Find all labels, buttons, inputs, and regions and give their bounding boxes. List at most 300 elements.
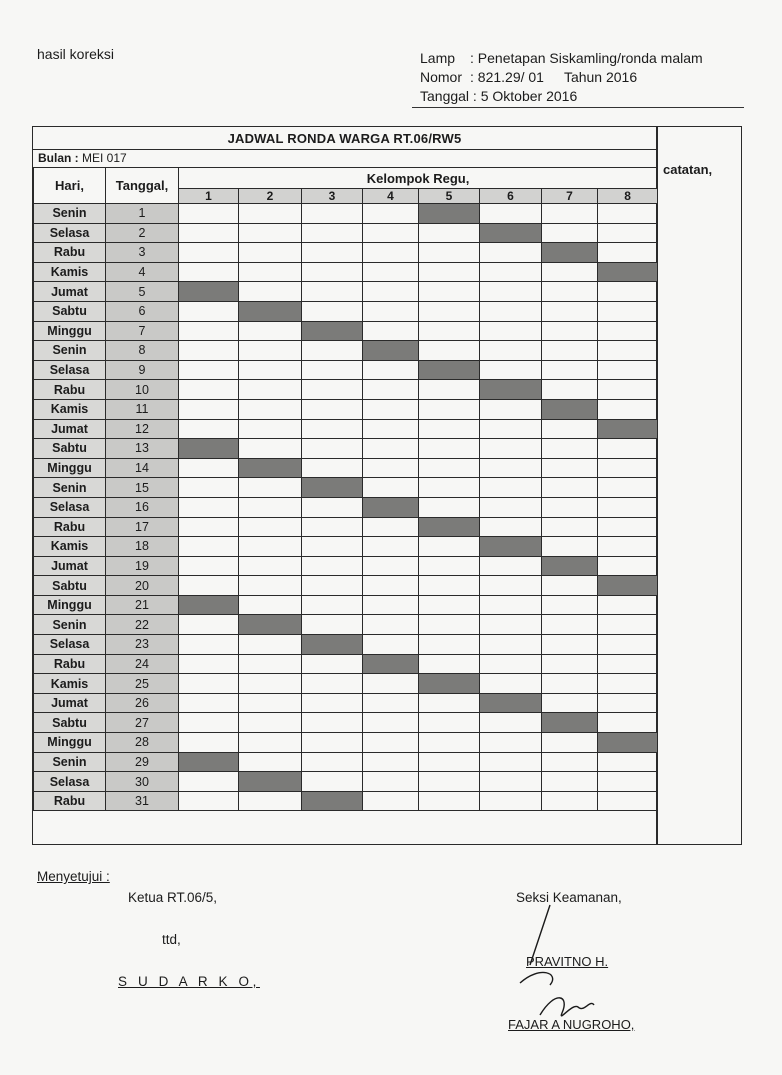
table-row [34,517,658,537]
group-cell [363,537,419,557]
group-cell [302,439,363,459]
tanggal-cell: 22 [106,615,179,635]
group-cell [542,752,598,772]
group-cell [302,517,363,537]
group-cell [363,517,419,537]
group-cell [302,360,363,380]
tanggal-cell: 26 [106,693,179,713]
group-cell [363,556,419,576]
group-cell [179,497,239,517]
group-cell [542,635,598,655]
group-cell [239,537,302,557]
group-cell [598,282,658,302]
group-cell [480,360,542,380]
group-cell [542,576,598,596]
group-cell [542,733,598,753]
group-cell [598,713,658,733]
assigned-group-cell [419,674,480,694]
group-cell [480,674,542,694]
group-cell [542,204,598,224]
col-tanggal: Tanggal, [106,168,179,204]
group-number: 6 [480,189,542,204]
tanggal-cell: 31 [106,791,179,811]
group-cell [302,497,363,517]
tanggal-cell: 2 [106,223,179,243]
group-cell [302,223,363,243]
group-cell [419,556,480,576]
group-cell [598,223,658,243]
group-cell [239,262,302,282]
assigned-group-cell [542,556,598,576]
group-cell [179,262,239,282]
group-cell [480,399,542,419]
group-cell [239,223,302,243]
tanggal-value: 5 Oktober 2016 [480,88,578,104]
table-row [34,674,658,694]
group-cell [179,321,239,341]
group-cell [363,204,419,224]
group-cell [239,635,302,655]
hari-cell: Jumat [34,282,106,302]
group-cell [480,615,542,635]
table-row [34,301,658,321]
group-cell [239,791,302,811]
group-cell [239,713,302,733]
group-cell [302,772,363,792]
group-cell [179,419,239,439]
group-cell [302,243,363,263]
group-cell [598,478,658,498]
assigned-group-cell [480,380,542,400]
group-cell [480,556,542,576]
hari-cell: Minggu [34,733,106,753]
nomor-value: : 821.29/ 01 [470,69,544,85]
group-cell [179,576,239,596]
group-cell [419,595,480,615]
group-cell [363,576,419,596]
tanggal-cell: 24 [106,654,179,674]
group-cell [179,380,239,400]
table-row [34,791,658,811]
hari-cell: Senin [34,204,106,224]
group-cell [598,243,658,263]
tanggal-cell: 15 [106,478,179,498]
group-cell [598,497,658,517]
table-row [34,262,658,282]
group-cell [598,439,658,459]
group-cell [598,635,658,655]
hari-cell: Rabu [34,654,106,674]
group-cell [419,223,480,243]
schedule-table [33,167,658,811]
group-cell [419,791,480,811]
group-cell [542,419,598,439]
tanggal-cell: 7 [106,321,179,341]
hari-cell: Minggu [34,321,106,341]
group-cell [480,478,542,498]
lamp-value: : Penetapan Siskamling/ronda malam [470,50,703,66]
tanggal-cell: 5 [106,282,179,302]
hari-cell: Sabtu [34,439,106,459]
hari-cell: Minggu [34,458,106,478]
group-cell [542,615,598,635]
group-cell [419,478,480,498]
tanggal-cell: 8 [106,341,179,361]
hari-cell: Kamis [34,399,106,419]
group-cell [179,654,239,674]
group-cell [363,282,419,302]
assigned-group-cell [542,713,598,733]
group-cell [542,321,598,341]
assigned-group-cell [363,497,419,517]
assigned-group-cell [302,478,363,498]
group-cell [179,204,239,224]
hari-cell: Rabu [34,517,106,537]
table-row [34,282,658,302]
ketua-rt: Ketua RT.06/5, [128,890,218,905]
group-cell [179,223,239,243]
meta-underline [412,107,744,108]
group-cell [419,419,480,439]
group-cell [239,674,302,694]
schedule-body [34,204,658,811]
group-cell [363,478,419,498]
fajar-name: FAJAR A NUGROHO, [508,1017,635,1032]
hari-cell: Sabtu [34,301,106,321]
group-cell [363,419,419,439]
assigned-group-cell [179,439,239,459]
group-cell [542,262,598,282]
group-number: 8 [598,189,658,204]
group-cell [419,243,480,263]
group-cell [302,282,363,302]
hari-cell: Selasa [34,497,106,517]
group-cell [480,439,542,459]
hari-cell: Senin [34,752,106,772]
group-cell [302,399,363,419]
assigned-group-cell [598,576,658,596]
assigned-group-cell [419,204,480,224]
group-cell [419,321,480,341]
ttd: ttd, [162,932,181,947]
group-cell [239,595,302,615]
group-cell [179,341,239,361]
group-cell [598,772,658,792]
group-cell [419,497,480,517]
group-cell [302,693,363,713]
hari-cell: Selasa [34,223,106,243]
col-kelompok: Kelompok Regu, [179,168,658,189]
group-cell [302,654,363,674]
group-cell [598,204,658,224]
group-cell [542,791,598,811]
tanggal-cell: 10 [106,380,179,400]
group-cell [598,693,658,713]
group-cell [598,301,658,321]
group-cell [302,301,363,321]
group-cell [302,595,363,615]
group-cell [363,791,419,811]
assigned-group-cell [542,243,598,263]
tanggal-cell: 20 [106,576,179,596]
group-cell [239,576,302,596]
title-divider [32,149,657,150]
menyetujui: Menyetujui : [37,869,110,884]
group-cell [239,733,302,753]
group-cell [363,713,419,733]
tanggal-cell: 13 [106,439,179,459]
group-cell [302,733,363,753]
table-row [34,419,658,439]
schedule-title: JADWAL RONDA WARGA RT.06/RW5 [227,131,462,146]
tanggal-cell: 28 [106,733,179,753]
tanggal-cell: 12 [106,419,179,439]
assigned-group-cell [419,517,480,537]
group-cell [598,341,658,361]
hari-cell: Rabu [34,380,106,400]
group-cell [419,262,480,282]
group-cell [363,733,419,753]
tanggal-cell: 19 [106,556,179,576]
group-cell [239,654,302,674]
col-hari: Hari, [34,168,106,204]
group-cell [179,399,239,419]
tanggal-label: Tanggal : [420,88,477,104]
tanggal-cell: 16 [106,497,179,517]
group-cell [179,733,239,753]
tanggal-cell: 14 [106,458,179,478]
table-row [34,615,658,635]
group-cell [598,399,658,419]
tanggal-cell: 3 [106,243,179,263]
assigned-group-cell [363,654,419,674]
group-cell [542,537,598,557]
table-row [34,458,658,478]
group-cell [419,693,480,713]
group-cell [179,772,239,792]
assigned-group-cell [239,301,302,321]
assigned-group-cell [179,282,239,302]
group-cell [363,674,419,694]
group-cell [598,537,658,557]
hari-cell: Minggu [34,595,106,615]
table-row [34,439,658,459]
tanggal-cell: 29 [106,752,179,772]
group-cell [239,419,302,439]
assigned-group-cell [480,693,542,713]
table-row [34,595,658,615]
assigned-group-cell [239,458,302,478]
group-cell [480,301,542,321]
hari-cell: Selasa [34,772,106,792]
assigned-group-cell [480,537,542,557]
table-row [34,713,658,733]
sudarko-name: S U D A R K O, [118,974,260,989]
hari-cell: Kamis [34,537,106,557]
group-cell [363,360,419,380]
group-cell [302,419,363,439]
table-row [34,478,658,498]
group-cell [598,654,658,674]
hari-cell: Rabu [34,791,106,811]
group-cell [179,713,239,733]
table-row [34,321,658,341]
group-cell [179,635,239,655]
group-cell [598,595,658,615]
group-cell [480,791,542,811]
group-cell [480,341,542,361]
group-cell [239,380,302,400]
group-cell [239,243,302,263]
lamp-label: Lamp [420,50,456,66]
group-cell [419,301,480,321]
assigned-group-cell [542,399,598,419]
group-cell [480,733,542,753]
group-cell [419,537,480,557]
letter-meta [420,49,703,106]
group-cell [302,713,363,733]
group-cell [598,791,658,811]
table-row [34,733,658,753]
group-cell [363,595,419,615]
group-cell [542,478,598,498]
group-cell [302,537,363,557]
group-cell [179,478,239,498]
table-row [34,497,658,517]
hari-cell: Selasa [34,635,106,655]
group-cell [363,615,419,635]
hari-cell: Jumat [34,693,106,713]
group-cell [542,693,598,713]
group-cell [542,360,598,380]
hari-cell: Kamis [34,674,106,694]
group-cell [302,204,363,224]
tanggal-cell: 11 [106,399,179,419]
assigned-group-cell [239,772,302,792]
group-cell [302,458,363,478]
group-cell [363,380,419,400]
tahun: Tahun 2016 [563,69,638,85]
assigned-group-cell [598,262,658,282]
table-row [34,204,658,224]
tanggal-cell: 4 [106,262,179,282]
group-cell [419,380,480,400]
group-number: 7 [542,189,598,204]
group-cell [419,439,480,459]
group-cell [363,321,419,341]
group-cell [480,262,542,282]
group-cell [179,693,239,713]
group-cell [542,497,598,517]
group-cell [239,439,302,459]
group-cell [419,733,480,753]
group-cell [542,439,598,459]
group-cell [480,243,542,263]
pravitno-name: PRAVITNO H. [526,954,609,969]
group-cell [419,615,480,635]
table-row [34,223,658,243]
tanggal-cell: 30 [106,772,179,792]
group-number: 2 [239,189,302,204]
group-cell [302,556,363,576]
group-cell [419,341,480,361]
group-cell [480,772,542,792]
group-cell [363,399,419,419]
group-cell [239,282,302,302]
group-cell [598,556,658,576]
tanggal-cell: 25 [106,674,179,694]
group-cell [239,497,302,517]
group-cell [239,517,302,537]
group-cell [302,341,363,361]
group-cell [302,262,363,282]
group-cell [598,517,658,537]
assigned-group-cell [598,419,658,439]
table-row [34,380,658,400]
group-cell [363,752,419,772]
group-cell [480,654,542,674]
group-cell [302,380,363,400]
tanggal-cell: 21 [106,595,179,615]
table-row [34,654,658,674]
group-cell [363,262,419,282]
group-cell [598,321,658,341]
group-cell [302,615,363,635]
group-cell [542,674,598,694]
table-row [34,752,658,772]
tanggal-cell: 23 [106,635,179,655]
assigned-group-cell [179,595,239,615]
group-cell [363,439,419,459]
hari-cell: Jumat [34,556,106,576]
group-cell [363,243,419,263]
group-cell [542,595,598,615]
group-cell [542,341,598,361]
group-cell [542,654,598,674]
nomor-label: Nomor [420,69,463,85]
group-cell [239,693,302,713]
table-row [34,360,658,380]
group-cell [179,301,239,321]
hari-cell: Senin [34,615,106,635]
group-cell [363,458,419,478]
group-cell [419,772,480,792]
group-cell [598,674,658,694]
group-cell [419,576,480,596]
tanggal-cell: 27 [106,713,179,733]
group-cell [363,772,419,792]
group-cell [419,458,480,478]
hari-cell: Senin [34,341,106,361]
group-cell [419,635,480,655]
assigned-group-cell [302,321,363,341]
group-cell [480,497,542,517]
group-cell [239,341,302,361]
tanggal-cell: 1 [106,204,179,224]
group-cell [179,537,239,557]
group-cell [179,674,239,694]
group-cell [302,576,363,596]
hari-cell: Rabu [34,243,106,263]
bulan-value: MEI 017 [82,151,127,165]
bulan [38,151,127,165]
group-cell [542,517,598,537]
group-cell [179,458,239,478]
hari-cell: Senin [34,478,106,498]
group-cell [239,321,302,341]
group-cell [419,399,480,419]
tanggal-cell: 9 [106,360,179,380]
